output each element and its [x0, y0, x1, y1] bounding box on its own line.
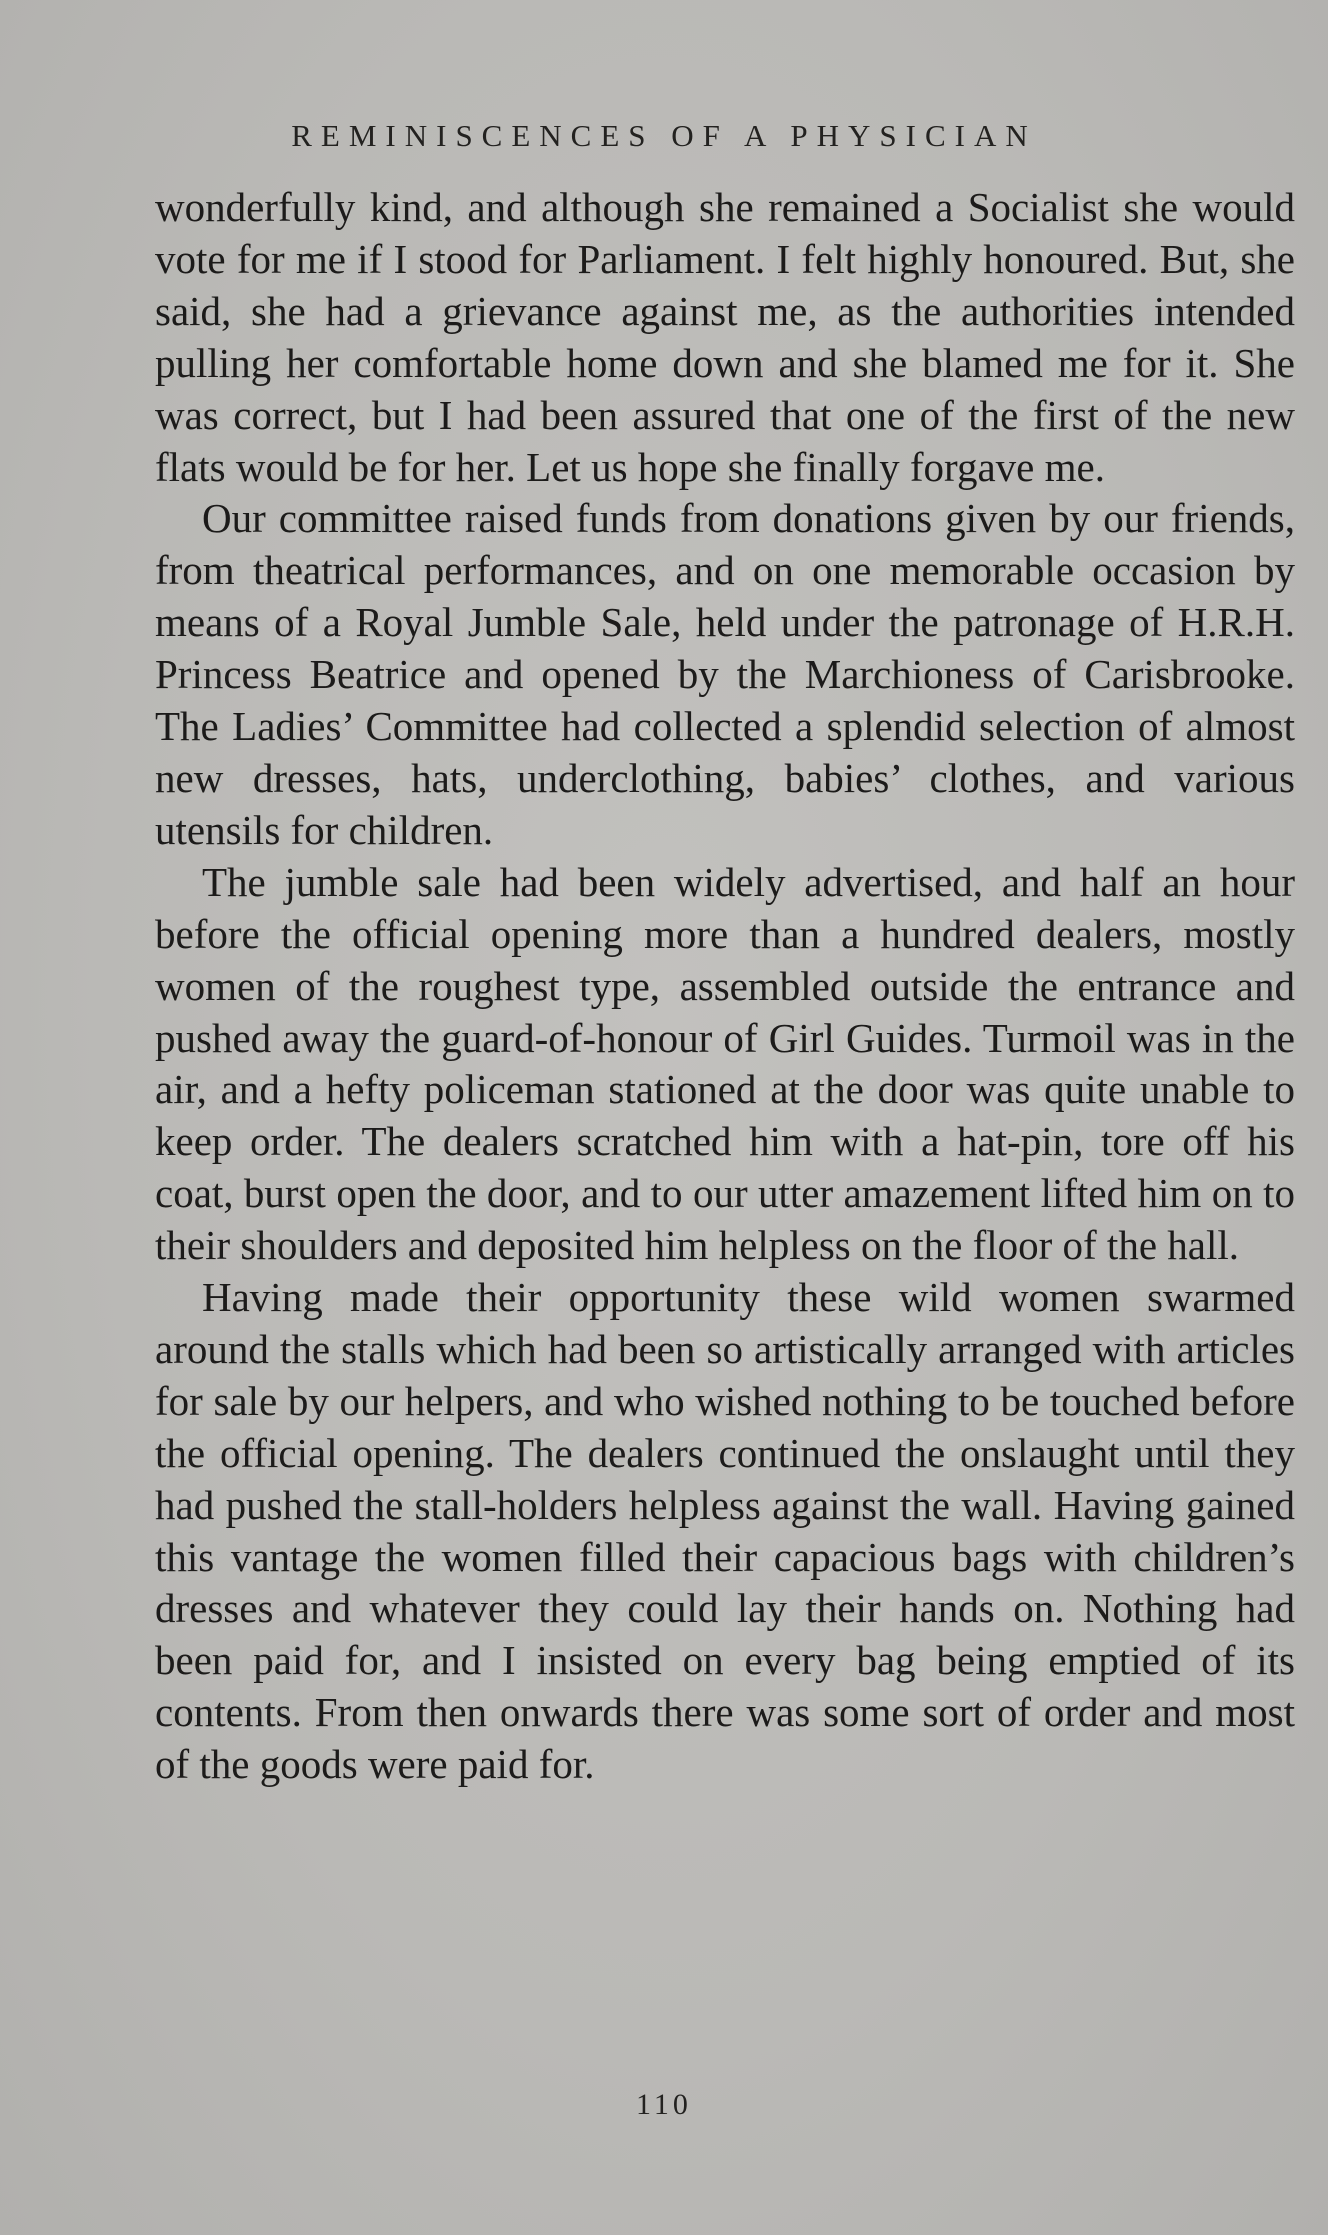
body-text [155, 182, 1295, 1791]
paragraph-continuation: wonderfully kind, and although she remained a Socialist she would vote for me if I stood for Parliament. I felt highly honoured. But, she said, she had a grievance against me, as the authorities intended pulling her comfortable home down and she blamed me for it. She was correct, but I had been assured that one of the first of the new flats would be for her. Let us hope she finally forgave me. [155, 184, 1295, 490]
page-number: 110 [636, 2088, 692, 2121]
running-head: REMINISCENCES OF A PHYSICIAN [291, 118, 1037, 153]
paragraph-wild-women: Having made their opportunity these wild women swarmed around the stalls which had been so artistically arranged with articles for sale by our helpers, and who wished nothing to be touched before the official opening. The dealers continued the onslaught until they had pushed the stall-holders helpless against the wall. Having gained this vantage the women filled their capacious bags with children’s dresses and whatever they could lay their hands on. Nothing had been paid for, and I insisted on every bag being emptied of its contents. From then onwards there was some sort of order and most of the goods were paid for. [155, 1274, 1295, 1788]
paragraph-jumble-sale: The jumble sale had been widely advertised, and half an hour before the official opening more than a hundred dealers, mostly women of the roughest type, assembled outside the entrance and pushed away the guard-of-honour of Girl Guides. Turmoil was in the air, and a hefty policeman stationed at the door was quite unable to keep order. The dealers scratched him with a hat-pin, tore off his coat, burst open the door, and to our utter amazement lifted him on to their shoulders and deposited him helpless on the floor of the hall. [155, 858, 1295, 1269]
paragraph-committee-funds: Our committee raised funds from donations given by our friends, from theatrical performances, and on one memorable occasion by means of a Royal Jumble Sale, held under the patronage of H.R.H. Princess Beatrice and opened by the Marchioness of Carisbrooke. The Ladies’ Committee had collected a splendid selection of almost new dresses, hats, underclothing, babies’ clothes, and various utensils for children. [155, 495, 1295, 853]
